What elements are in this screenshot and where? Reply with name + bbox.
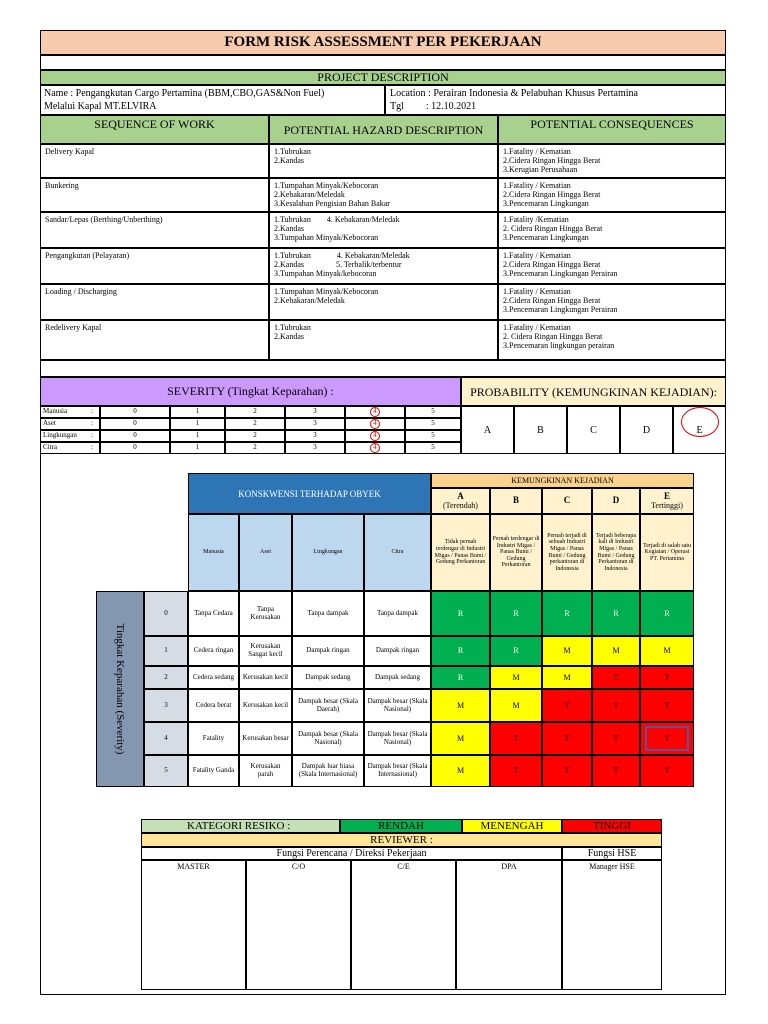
spacer-row-2: [40, 360, 726, 377]
risk-cell: T: [640, 689, 694, 722]
probability-sub: Tertinggi): [651, 500, 683, 510]
consequence-description: Dampak besar (Skala Nasional): [364, 722, 431, 755]
work-hazards: [269, 284, 498, 320]
severity-label-text: Lingkungan: [43, 431, 77, 440]
consequence-item: 1.Fatality / Kematian: [503, 323, 571, 332]
project-name: Name : Pengangkutan Cargo Pertamina (BBM,CBO,GAS&Non Fuel): [44, 88, 325, 99]
probability-sub: (Terendah): [443, 500, 478, 510]
severity-value-cell: 3: [285, 406, 345, 418]
kategori-tinggi: TINGGI: [562, 819, 662, 833]
risk-cell: M: [542, 636, 592, 666]
consequence-description: Dampak besar (Skala Nasional): [292, 722, 364, 755]
risk-cell: T: [592, 755, 640, 787]
hazard-item: 2.Kandas: [274, 332, 304, 342]
consequence-description: Cedera berat: [188, 689, 239, 722]
kategori-label: KATEGORI RESIKO :: [141, 819, 340, 833]
risk-cell: R: [640, 591, 694, 636]
severity-value-cell: 1: [170, 418, 225, 430]
risk-cell: R: [431, 591, 490, 636]
consequence-item: 1.Fatality / Kematian: [503, 181, 571, 190]
probability-letter: E: [663, 491, 670, 502]
risk-cell: R: [490, 636, 542, 666]
reviewer-role: C/E: [397, 862, 410, 871]
work-hazards: [269, 248, 498, 284]
consequence-description: Fatality: [188, 722, 239, 755]
work-hazards: [269, 212, 498, 248]
kategori-menengah: MENENGAH: [462, 819, 562, 833]
reviewer-signature-box: [562, 860, 662, 990]
work-consequences: [498, 248, 726, 284]
probability-description: Pernah terdengar di Industri Migas / Panas Bumi / Gedung Perkantoran: [490, 514, 542, 591]
consequence-item: 2.Cidera Ringan Hingga Berat: [503, 190, 601, 200]
consequence-item: 2.Cidera Ringan Hingga Berat: [503, 156, 601, 166]
probability-column-header: [490, 488, 542, 514]
risk-cell: M: [490, 666, 542, 689]
project-location: Location : Perairan Indonesia & Pelabuhan Khusus Pertamina: [390, 88, 638, 99]
hazard-item: 2.Kebakaran/Meledak: [274, 190, 345, 200]
work-consequences: [498, 144, 726, 178]
consequence-item: 3.Pencemaran Lingkungan Perairan: [503, 269, 618, 279]
hazard-item: 1.Tumpahan Minyak/Kebocoran: [274, 287, 379, 296]
severity-value-cell: 5: [405, 430, 461, 442]
severity-header: SEVERITY (Tingkat Keparahan) :: [40, 377, 461, 406]
reviewer-group-hse: Fungsi HSE: [562, 847, 662, 860]
consequence-description: Tanpa dampak: [292, 591, 364, 636]
severity-row-label: [40, 418, 100, 430]
risk-cell: T: [490, 755, 542, 787]
severity-row-label: [40, 442, 100, 454]
work-consequences: [498, 284, 726, 320]
severity-value-cell: 2: [225, 430, 285, 442]
probability-letter: D: [612, 495, 620, 506]
consequence-item: 2. Cidera Ringan Hingga Berat: [503, 332, 603, 342]
risk-cell: T: [640, 722, 694, 755]
risk-cell: T: [542, 755, 592, 787]
consequence-description: Dampak sedang: [364, 666, 431, 689]
consequence-description: Tanpa Cedara: [188, 591, 239, 636]
risk-cell: T: [640, 755, 694, 787]
object-column-header: Aset: [239, 514, 292, 591]
project-vessel: Melalui Kapal MT.ELVIRA: [44, 101, 157, 112]
col-sequence-header: SEQUENCE OF WORK: [40, 115, 269, 144]
severity-level: 2: [144, 666, 188, 689]
work-sequence: Pengangkutan (Pelayaran): [40, 248, 269, 284]
hazard-item: 2.Kandas: [274, 156, 304, 166]
severity-axis-label: [96, 591, 144, 787]
reviewer-role: DPA: [501, 862, 517, 871]
consequence-description: Cedera ringan: [188, 636, 239, 666]
risk-cell: T: [640, 666, 694, 689]
date-value: : 12.10.2021: [425, 101, 477, 112]
probability-description: Terjadi beberapa kali di Industri Migas / Panas Bumi / Gedung Perkantoran di Indonesia: [592, 514, 640, 591]
work-hazards: [269, 178, 498, 212]
probability-column-header: [542, 488, 592, 514]
severity-value-cell: 0: [100, 430, 170, 442]
severity-label-text: Aset: [43, 419, 56, 428]
selected-severity-circle: [370, 419, 380, 429]
probability-column-header: [431, 488, 490, 514]
col-consequences-header: POTENTIAL CONSEQUENCES: [498, 115, 726, 144]
probability-column-header: [592, 488, 640, 514]
work-sequence: Bunkering: [40, 178, 269, 212]
consequence-description: Dampak luar biasa (Skala Internasional): [292, 755, 364, 787]
object-column-header: Citra: [364, 514, 431, 591]
severity-label-colon: :: [91, 431, 93, 440]
severity-value-cell: 5: [405, 442, 461, 454]
risk-cell: R: [490, 591, 542, 636]
severity-label-colon: :: [91, 407, 93, 416]
severity-value-cell: 5: [405, 406, 461, 418]
severity-level: 1: [144, 636, 188, 666]
risk-cell: T: [592, 666, 640, 689]
risk-cell: M: [431, 689, 490, 722]
reviewer-role: C/O: [291, 862, 306, 871]
risk-cell: M: [490, 689, 542, 722]
project-location-cell: [385, 85, 726, 115]
probability-option: A: [461, 406, 514, 454]
selected-probability-circle: [681, 407, 719, 437]
probability-description: Tidak pernah terdengar di Industri Migas / Panas Bumi / Gedung Perkantoran: [431, 514, 490, 591]
severity-value-cell: 0: [100, 442, 170, 454]
consequence-description: Tanpa Kerusakan: [239, 591, 292, 636]
consequence-description: Kerusakan kecil: [239, 689, 292, 722]
consequence-item: 1.Fatality /Kematian: [503, 215, 569, 224]
severity-level: 5: [144, 755, 188, 787]
severity-value-cell: 2: [225, 418, 285, 430]
probability-option: C: [567, 406, 620, 454]
severity-value-cell: 0: [100, 406, 170, 418]
severity-axis-text: Tingkat Keparahan (Severity): [114, 623, 126, 755]
risk-cell: M: [431, 722, 490, 755]
selected-severity-circle: [370, 407, 380, 417]
severity-label-colon: :: [91, 419, 93, 428]
consequence-description: Kerusakan parah: [239, 755, 292, 787]
probability-option: D: [620, 406, 673, 454]
consequence-description: Fatality Ganda: [188, 755, 239, 787]
consequence-item: 3.Pencemaran Lingkungan Perairan: [503, 305, 618, 315]
consequence-description: Dampak besar (Skala Nasional): [364, 689, 431, 722]
severity-value-cell: 1: [170, 406, 225, 418]
reviewer-signature-box: [456, 860, 562, 990]
form-title: FORM RISK ASSESSMENT PER PEKERJAAN: [40, 30, 726, 55]
severity-value-cell: 5: [405, 418, 461, 430]
reviewer-header: REVIEWER :: [141, 833, 662, 847]
consequence-description: Dampak besar (Skala Internasional): [364, 755, 431, 787]
risk-cell: M: [542, 666, 592, 689]
probability-letter: C: [563, 495, 571, 506]
consequence-item: 2.Cidera Ringan Hingga Berat: [503, 296, 601, 306]
hazard-item: 3.Tumpahan Minyak/kebocoran: [274, 269, 377, 279]
consequence-item: 3.Kerugian Perusahaan: [503, 165, 578, 175]
consequence-item: 2.Cidera Ringan Hingga Berat: [503, 260, 601, 270]
work-consequences: [498, 320, 726, 360]
consequence-description: Kerusakan besar: [239, 722, 292, 755]
work-hazards: [269, 320, 498, 360]
consequence-item: 2. Cidera Ringan Hingga Berat: [503, 224, 603, 234]
severity-value-cell: 4: [345, 442, 405, 454]
risk-cell: M: [431, 755, 490, 787]
severity-row-label: [40, 430, 100, 442]
reviewer-signature-box: [141, 860, 246, 990]
probability-description: Pernah terjadi di sebuah Industri Migas / Panas Bumi / Gedung perkantoran di Indonesia: [542, 514, 592, 591]
severity-value-cell: 1: [170, 442, 225, 454]
consequence-item: 1.Fatality / Kematian: [503, 251, 571, 260]
severity-row-label: [40, 406, 100, 418]
severity-value-cell: 1: [170, 430, 225, 442]
project-date: [390, 100, 721, 113]
hazard-item: 2.Kandas: [274, 224, 304, 234]
hazard-item: 1.Tubrukan: [274, 323, 311, 332]
hazard-item: 3.Tumpahan Minyak/Kebocoran: [274, 233, 379, 243]
consequence-description: Kerusakan kecil: [239, 666, 292, 689]
work-consequences: [498, 212, 726, 248]
consequence-description: Dampak besar (Skala Daerah): [292, 689, 364, 722]
risk-cell: T: [542, 722, 592, 755]
severity-value-cell: 3: [285, 418, 345, 430]
consequence-item: 3.Pencemaran lingkungan perairan: [503, 341, 615, 351]
risk-cell: R: [431, 636, 490, 666]
risk-cell: T: [592, 689, 640, 722]
probability-letter: B: [512, 495, 519, 506]
severity-level: 4: [144, 722, 188, 755]
probability-description: Terjadi di salah satu Kegiatan / Operasi PT. Pertamina: [640, 514, 694, 591]
severity-label-colon: :: [91, 443, 93, 452]
work-sequence: Loading / Discharging: [40, 284, 269, 320]
risk-cell: R: [431, 666, 490, 689]
project-description-header: PROJECT DESCRIPTION: [40, 70, 726, 85]
consequence-description: Tanpa dampak: [364, 591, 431, 636]
severity-value-cell: 3: [285, 430, 345, 442]
severity-value-cell: 0: [100, 418, 170, 430]
selected-severity-circle: [370, 443, 380, 453]
consequence-description: Dampak ringan: [364, 636, 431, 666]
work-sequence: Redelivery Kapal: [40, 320, 269, 360]
spacer-row: [40, 55, 726, 70]
consequence-item: 1.Fatality / Kematian: [503, 287, 571, 296]
severity-label-text: Citra: [43, 443, 57, 452]
kategori-rendah: RENDAH: [340, 819, 462, 833]
hazard-item: 2.Kebakaran/Meledak: [274, 296, 345, 306]
hazard-item: 1.Tubrukan 4. Kebakaran/Meledak: [274, 251, 410, 260]
risk-cell: M: [592, 636, 640, 666]
hazard-item: 1.Tumpahan Minyak/Kebocoran: [274, 181, 379, 190]
hazard-item: 2.Kandas 5. Terbalik/terbentur: [274, 260, 402, 270]
severity-value-cell: 4: [345, 430, 405, 442]
hazard-item: 1.Tubrukan 4. Kebakaran/Meledak: [274, 215, 400, 224]
probability-header: PROBABILITY (KEMUNGKINAN KEJADIAN):: [461, 377, 726, 406]
consequence-item: 3.Pencemaran Lingkungan: [503, 199, 589, 209]
reviewer-group-planning: Fungsi Perencana / Direksi Pekerjaan: [141, 847, 562, 860]
probability-option: E: [673, 406, 726, 454]
selected-severity-circle: [370, 431, 380, 441]
severity-label-text: Manusia: [43, 407, 68, 416]
object-column-header: Manusia: [188, 514, 239, 591]
consequence-item: 1.Fatality / Kematian: [503, 147, 571, 156]
risk-cell: R: [542, 591, 592, 636]
risk-cell: T: [592, 722, 640, 755]
severity-value-cell: 2: [225, 442, 285, 454]
consequence-description: Dampak ringan: [292, 636, 364, 666]
consequence-description: Cedera sedang: [188, 666, 239, 689]
date-label: Tgl: [390, 101, 404, 112]
work-sequence: Sandar/Lepas (Berthing/Unberthing): [40, 212, 269, 248]
project-name-cell: [40, 85, 385, 115]
consequence-item: 3.Pencemaran Lingkungan: [503, 233, 589, 243]
severity-value-cell: 4: [345, 406, 405, 418]
risk-cell: T: [490, 722, 542, 755]
severity-level: 3: [144, 689, 188, 722]
severity-value-cell: 2: [225, 406, 285, 418]
risk-cell: M: [640, 636, 694, 666]
work-consequences: [498, 178, 726, 212]
reviewer-role: Manager HSE: [589, 862, 635, 871]
reviewer-signature-box: [246, 860, 351, 990]
col-hazard-header: POTENTIAL HAZARD DESCRIPTION: [269, 115, 498, 144]
work-sequence: Delivery Kapal: [40, 144, 269, 178]
severity-value-cell: 3: [285, 442, 345, 454]
probability-option: B: [514, 406, 567, 454]
hazard-item: 1.Tubrukan: [274, 147, 311, 156]
object-column-header: Lingkungan: [292, 514, 364, 591]
consequence-description: Dampak sedang: [292, 666, 364, 689]
kemungkinan-header: KEMUNGKINAN KEJADIAN: [431, 473, 694, 488]
severity-value-cell: 4: [345, 418, 405, 430]
konsekwensi-header: KONSKWENSI TERHADAP OBYEK: [188, 473, 431, 514]
reviewer-role: MASTER: [177, 862, 210, 871]
work-hazards: [269, 144, 498, 178]
reviewer-signature-box: [351, 860, 456, 990]
risk-cell: R: [592, 591, 640, 636]
consequence-description: Kerusakan Sangat kecil: [239, 636, 292, 666]
hazard-item: 3.Kesalahan Pengisian Bahan Bakar: [274, 199, 390, 209]
severity-level: 0: [144, 591, 188, 636]
probability-letter: A: [457, 491, 464, 502]
probability-column-header: [640, 488, 694, 514]
risk-cell: T: [542, 689, 592, 722]
highlighted-risk-cell: [645, 726, 689, 751]
